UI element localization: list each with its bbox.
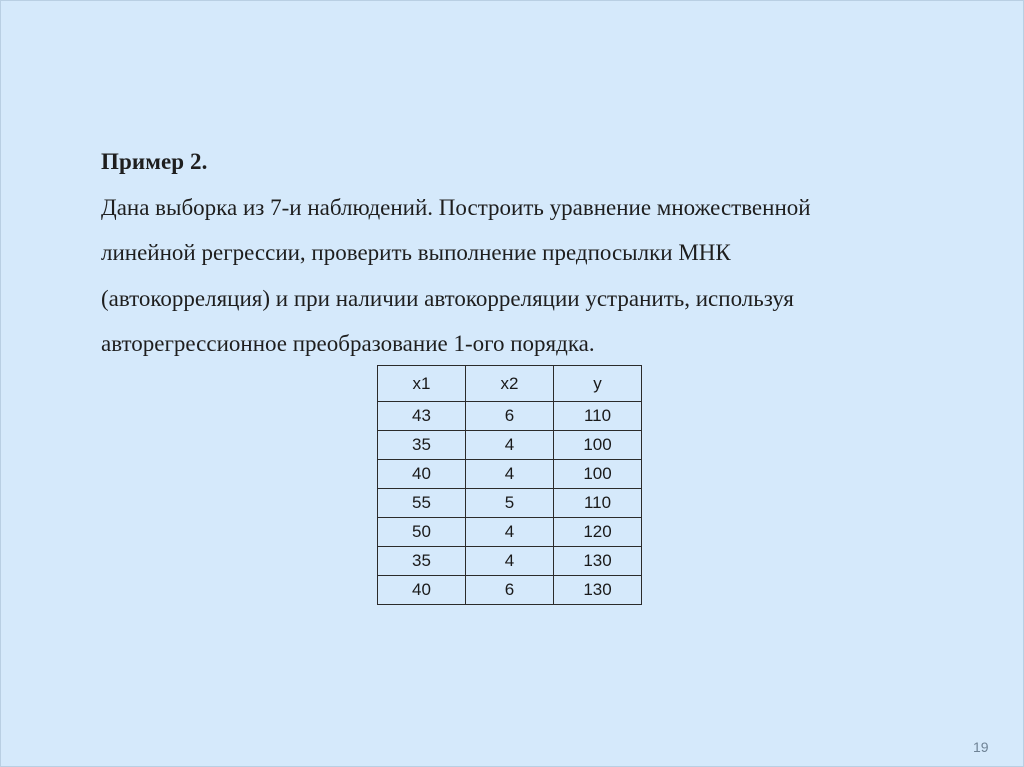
paragraph-line: Дана выборка из 7-и наблюдений. Построить уравнение множественной — [101, 194, 811, 220]
cell-x1: 35 — [378, 547, 466, 576]
cell-x1: 40 — [378, 576, 466, 605]
cell-x2: 4 — [466, 518, 554, 547]
table-row — [378, 489, 642, 518]
column-header-y: y — [554, 366, 642, 402]
paragraph-line: (автокорреляция) и при наличии автокорреляции устранить, используя — [101, 285, 794, 311]
cell-x2: 5 — [466, 489, 554, 518]
cell-x2: 6 — [466, 402, 554, 431]
table-row — [378, 576, 642, 605]
slide-title: Пример 2. — [101, 149, 208, 174]
cell-y: 130 — [554, 576, 642, 605]
observations-table — [377, 365, 642, 605]
cell-x1: 40 — [378, 460, 466, 489]
paragraph-line: авторегрессионное преобразование 1-ого порядка. — [101, 331, 595, 356]
cell-x2: 4 — [466, 431, 554, 460]
task-text — [101, 139, 921, 367]
cell-x2: 4 — [466, 547, 554, 576]
cell-y: 110 — [554, 489, 642, 518]
cell-x1: 43 — [378, 402, 466, 431]
cell-x1: 35 — [378, 431, 466, 460]
table-row — [378, 431, 642, 460]
cell-x1: 55 — [378, 489, 466, 518]
table-row — [378, 518, 642, 547]
cell-y: 110 — [554, 402, 642, 431]
table-row — [378, 547, 642, 576]
cell-x2: 6 — [466, 576, 554, 605]
table-header-row — [378, 366, 642, 402]
cell-x1: 50 — [378, 518, 466, 547]
column-header-x1: x1 — [378, 366, 466, 402]
table-row — [378, 460, 642, 489]
page-number: 19 — [973, 739, 989, 755]
cell-y: 100 — [554, 431, 642, 460]
cell-y: 100 — [554, 460, 642, 489]
table-row — [378, 402, 642, 431]
column-header-x2: x2 — [466, 366, 554, 402]
cell-y: 120 — [554, 518, 642, 547]
paragraph-line: линейной регрессии, проверить выполнение предпосылки МНК — [101, 240, 731, 265]
cell-y: 130 — [554, 547, 642, 576]
cell-x2: 4 — [466, 460, 554, 489]
